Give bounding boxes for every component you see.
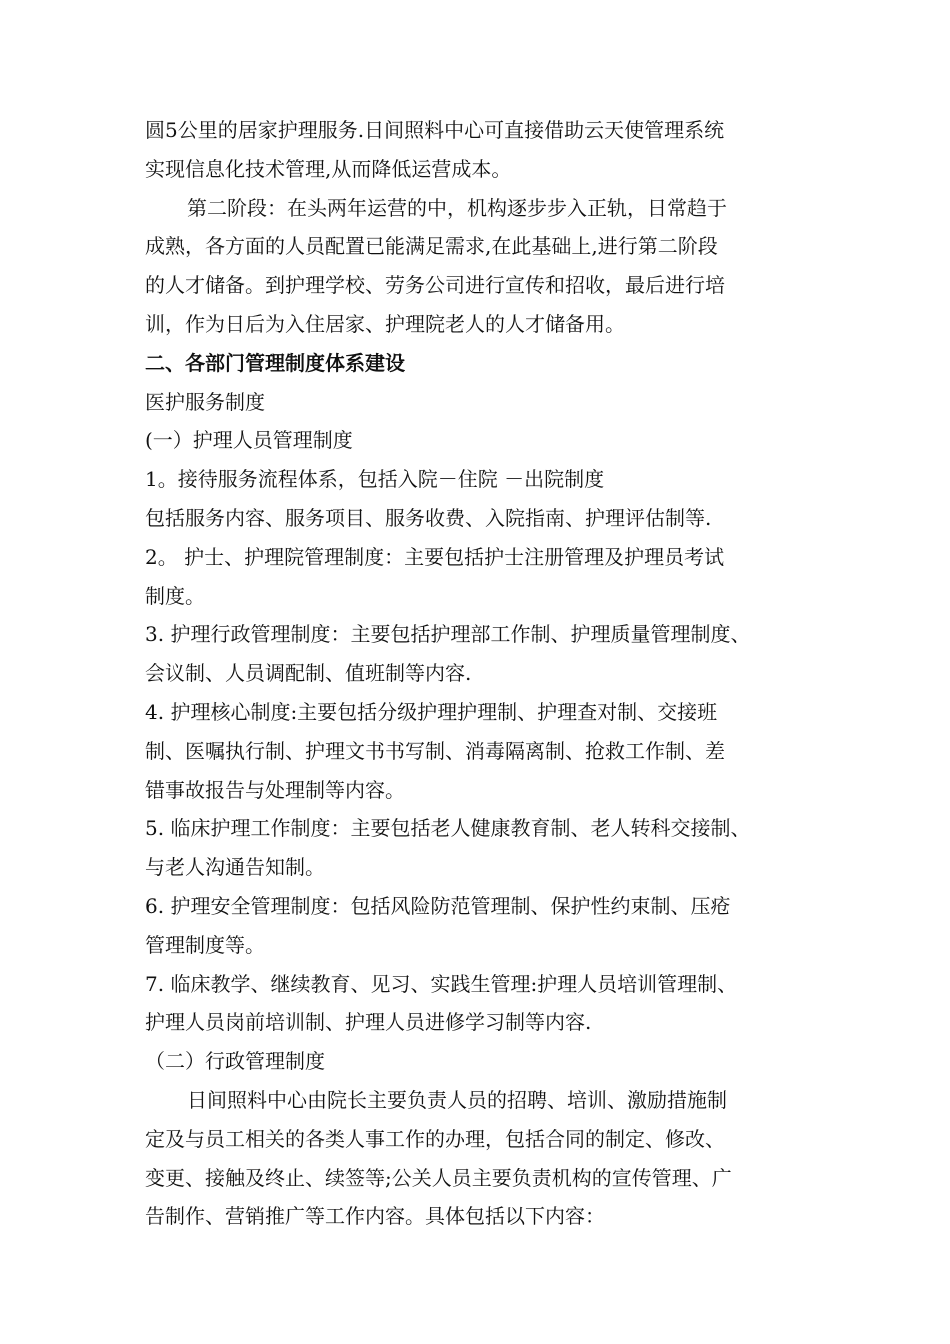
item-line-14: 7. 临床教学、继续教育、见习、实践生管理:护理人员培训管理制、 [145,971,738,996]
item-line-15: 护理人员岗前培训制、护理人员进修学习制等内容. [145,1010,592,1035]
subsection-title: 医护服务制度 [145,389,265,414]
intro-line-1: 圆5公里的居家护理服务.日间照料中心可直接借助云天使管理系统 [145,118,725,142]
item-line-1: 1。接待服务流程体系，包括入院－住院 －出院制度 [145,467,605,492]
admin-line-2: 定及与员工相关的各类人事工作的办理，包括合同的制定、修改、 [145,1126,725,1151]
item-line-2: 包括服务内容、服务项目、服务收费、入院指南、护理评估制等. [145,505,712,530]
item-line-7: 4. 护理核心制度:主要包括分级护理护理制、护理查对制、交接班 [145,699,718,724]
item-line-3: 2。 护士、护理院管理制度：主要包括护士注册管理及护理员考试 [145,544,725,569]
item-line-5: 3. 护理行政管理制度：主要包括护理部工作制、护理质量管理制度、 [145,622,751,647]
section-heading: 二、各部门管理制度体系建设 [145,350,405,375]
stage-two-line-3: 的人才储备。到护理学校、劳务公司进行宣传和招收，最后进行培 [145,273,725,298]
item-line-6: 会议制、人员调配制、值班制等内容. [145,661,472,686]
item-line-13: 管理制度等。 [145,932,265,957]
intro-line-2: 实现信息化技术管理,从而降低运营成本。 [145,156,512,181]
document-body [145,111,825,1236]
item-line-8: 制、医嘱执行制、护理文书书写制、消毒隔离制、抢救工作制、差 [145,738,725,763]
item-line-9: 错事故报告与处理制等内容。 [145,777,405,802]
part-two-heading: （二）行政管理制度 [145,1049,325,1074]
part-one-heading: (一）护理人员管理制度 [145,428,353,453]
stage-two-line-4: 训，作为日后为入住居家、护理院老人的人才储备用。 [145,311,625,336]
item-line-11: 与老人沟通告知制。 [145,855,325,880]
admin-line-1: 日间照料中心由院长主要负责人员的招聘、培训、激励措施制 [187,1087,727,1112]
admin-line-3: 变更、接触及终止、续签等;公关人员主要负责机构的宣传管理、广 [145,1165,732,1190]
stage-two-line-1: 第二阶段：在头两年运营的中，机构逐步步入正轨，日常趋于 [187,195,727,220]
admin-line-4: 告制作、营销推广等工作内容。具体包括以下内容： [145,1204,605,1229]
item-line-10: 5. 临床护理工作制度：主要包括老人健康教育制、老人转科交接制、 [145,816,751,841]
item-line-4: 制度。 [145,583,205,608]
item-line-12: 6. 护理安全管理制度：包括风险防范管理制、保护性约束制、压疮 [145,893,731,918]
stage-two-line-2: 成熟，各方面的人员配置已能满足需求,在此基础上,进行第二阶段 [145,234,718,259]
